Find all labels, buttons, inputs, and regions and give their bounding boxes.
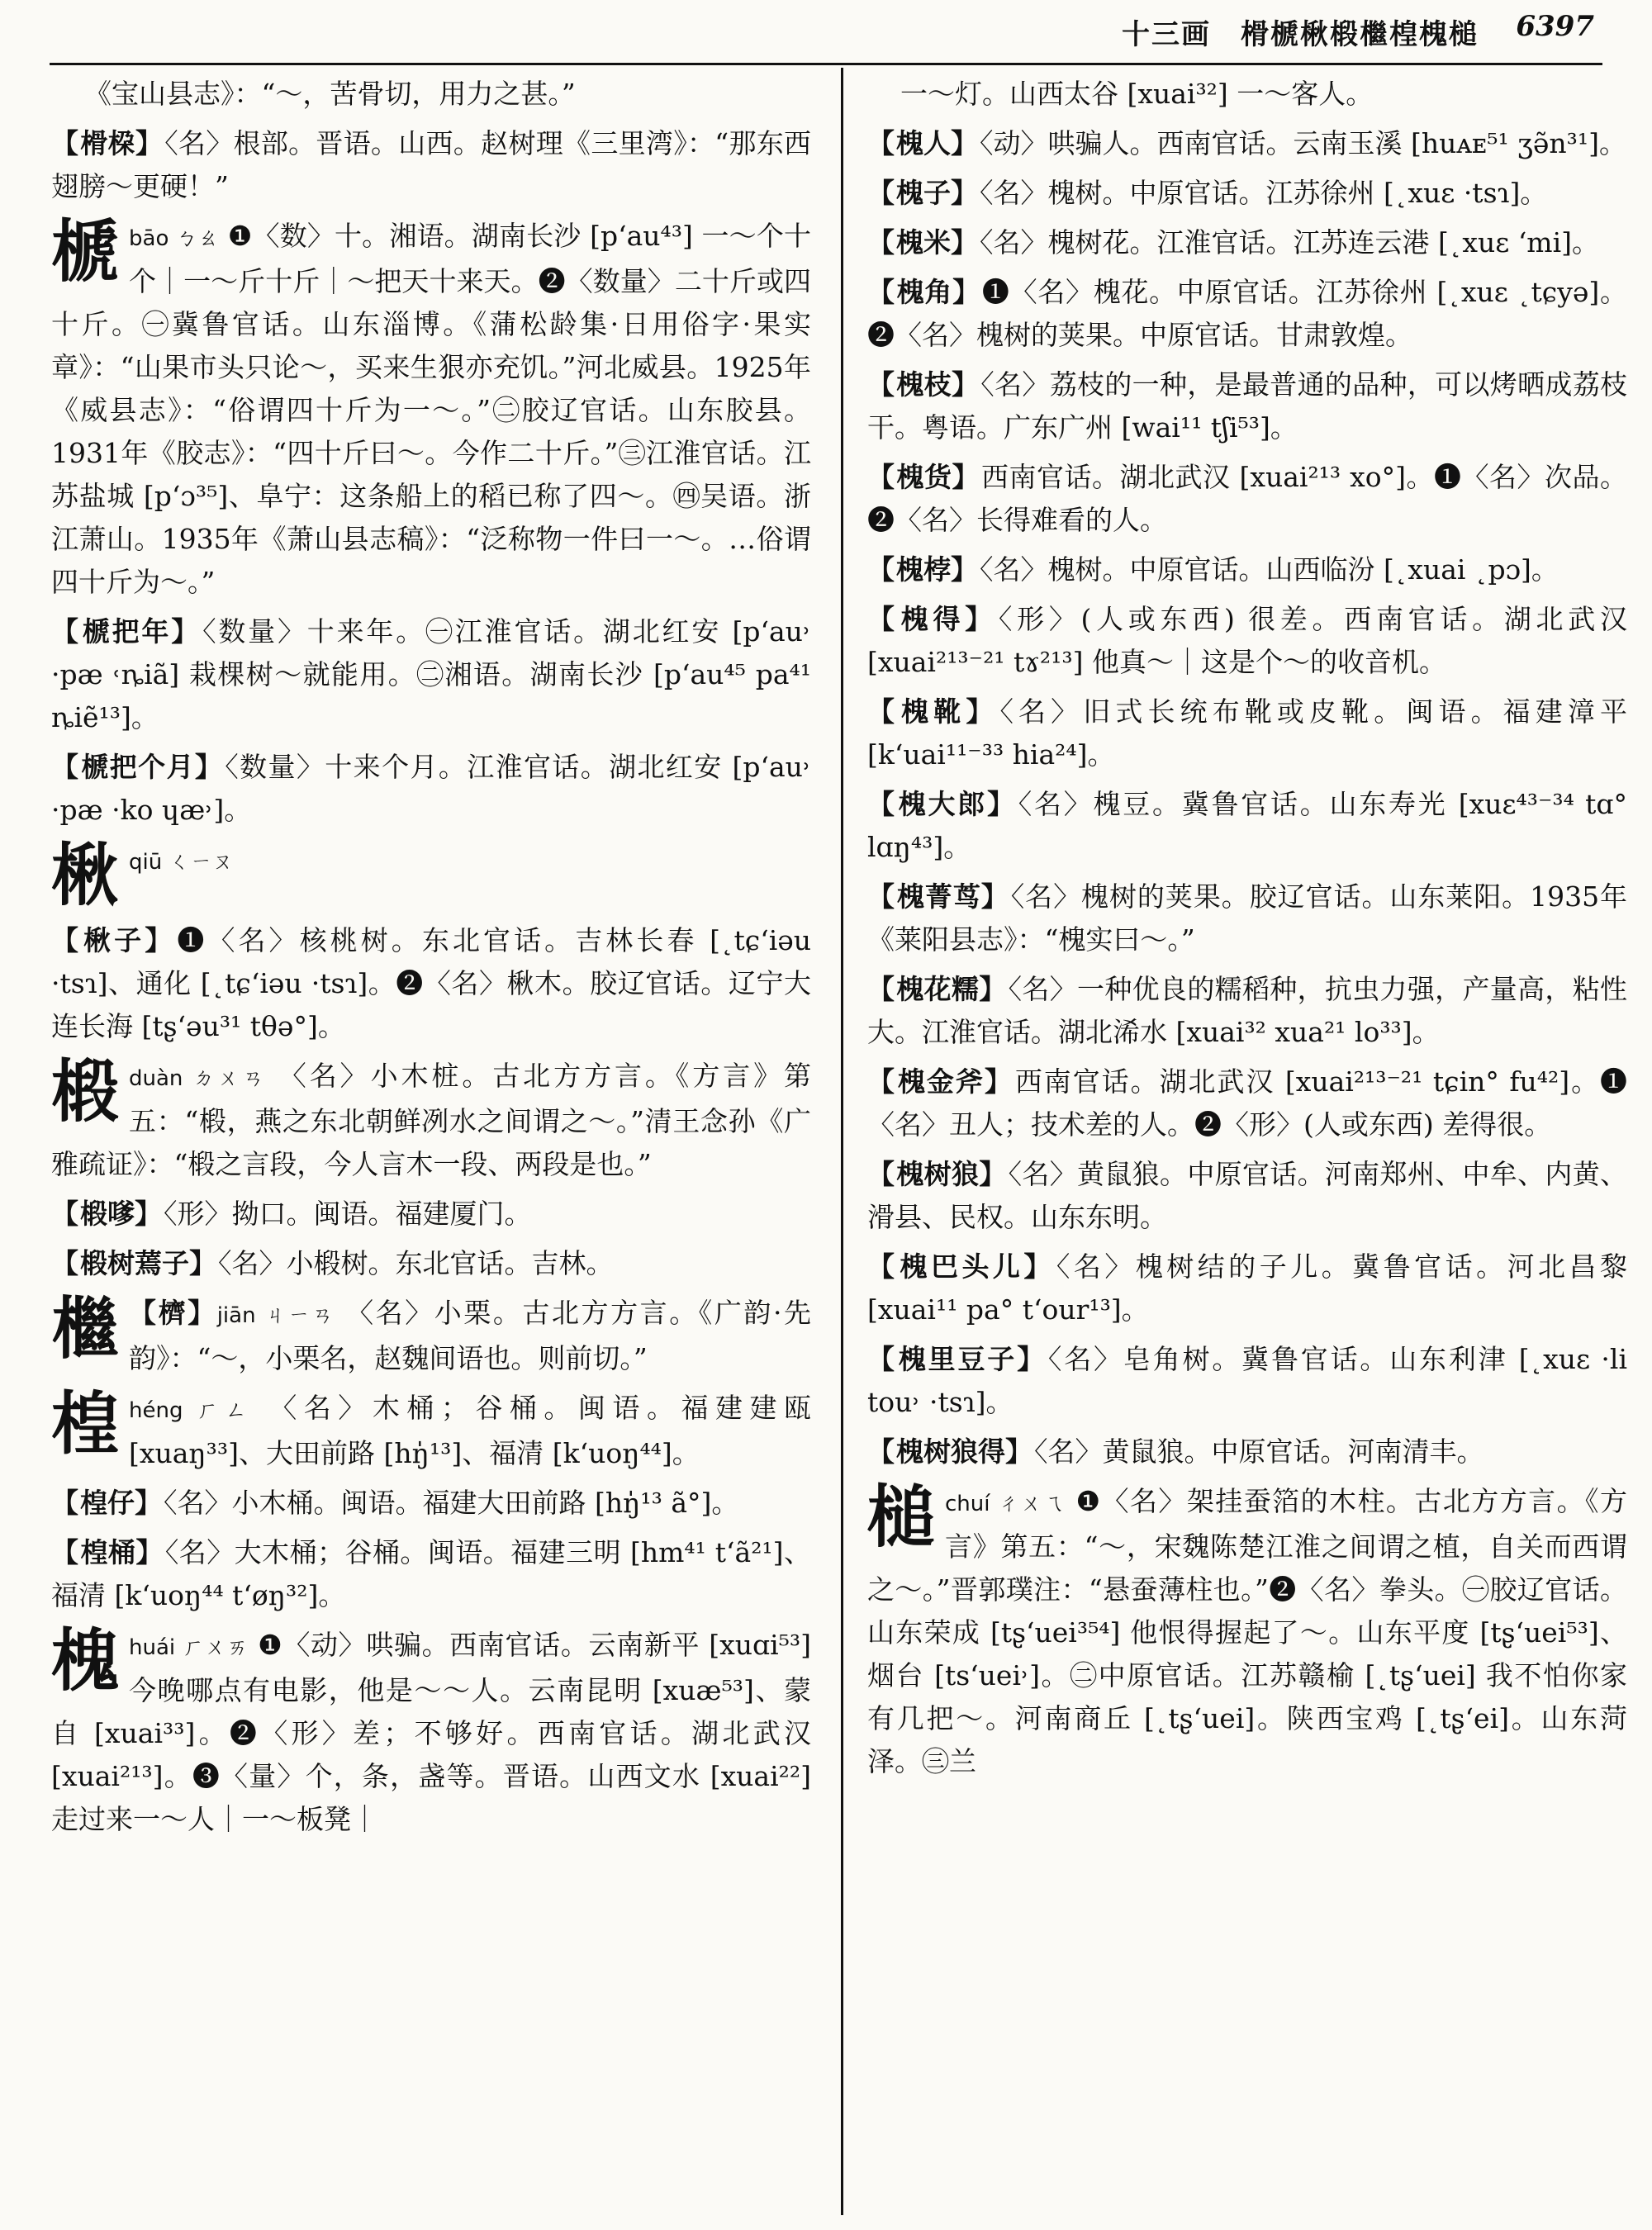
entry-close-bracket: 】 [1005,1435,1032,1468]
headword-pinyin: bāo ㄅㄠ [129,226,220,251]
entry-open-bracket: 【 [867,553,895,586]
headword-definition: 〈名〉小栗。古北方方言。《广韵·先韵》：“～，小栗名，赵魏间语也。则前切。” [129,1297,811,1374]
entry-definition: 〈名〉小椴树。东北官话。吉林。 [218,1247,614,1279]
entry-definition: ❶〈名〉核桃树。东北官话。吉林长春 [˛tɕ‘iəu ·tsɿ]、通化 [˛tɕ‘iəu ·tsɿ]。❷〈名〉楸木。胶辽官话。辽宁大连长海 [tʂ‘əu³¹ tθə°]。 [51,924,811,1042]
headword-entry [51,1384,811,1475]
entry-definition: 〈名〉皂角树。冀鲁官话。山东利津 [˛xuɛ ·li tou˒ ·tsɿ]。 [867,1343,1627,1418]
dictionary-entry [867,456,1627,542]
entry-term: 槐货 [896,461,952,493]
dictionary-entry [867,548,1627,591]
entry-term: 槐里豆子 [898,1343,1018,1375]
left-column [51,73,811,2212]
entry-close-bracket: 】 [979,973,1007,1005]
entry-open-bracket: 【 [867,603,900,635]
entry-close-bracket: 】 [145,924,176,956]
entry-open-bracket: 【 [867,1250,899,1283]
entry-open-bracket: 【 [867,695,900,728]
headword-entry [51,1052,811,1186]
dictionary-entry [867,783,1627,869]
entry-close-bracket: 】 [987,788,1017,820]
entry-definition: 〈名〉槐树。中原官话。江苏徐州 [˛xuɛ ·tsɿ]。 [980,177,1548,209]
headword-character: 槐 [51,1621,120,1701]
entry-definition: 〈数量〉十来年。㊀江淮官话。湖北红安 [p‘au˒ ·pæ ˓ȵiã] 栽棵树～就能用。㊁湘语。湖南长沙 [p‘au⁴⁵ pa⁴¹ ȵiẽ¹³]。 [51,615,811,733]
entry-term: 槐枝 [896,368,952,401]
entry-open-bracket: 【 [867,973,895,1005]
dictionary-entry [867,1153,1627,1239]
entry-close-bracket: 】 [984,1065,1014,1098]
dictionary-entry [867,690,1627,776]
headword-variant: 【櫅】 [129,1297,217,1329]
entry-definition: 〈名〉小木桶。闽语。福建大田前路 [hŋ̍¹³ ã°]。 [164,1487,739,1519]
entry-definition: 〈数量〉十来个月。江淮官话。湖北红安 [p‘au˒ ·pæ ·ko ɥæ˒]。 [51,751,811,826]
entry-close-bracket: 】 [189,1247,216,1279]
dictionary-entry [51,122,811,208]
entry-open-bracket: 【 [867,788,897,820]
headword-character: 楻 [51,1384,120,1464]
headword-pinyin: chuí ㄔㄨㄟ [945,1492,1066,1516]
entry-open-bracket: 【 [867,127,895,159]
headword-pinyin: duàn ㄉㄨㄢ [129,1066,268,1091]
entry-open-bracket: 【 [867,276,895,308]
headword-definition: ❶〈数〉十。湘语。湖南长沙 [p‘au⁴³] 一～个十个｜一～斤十斤｜～把天十来天。❷〈数量〉二十斤或四十斤。㊀冀鲁官话。山东淄博。《蒲松龄集·日用俗字·果实章》：“山果市头只论～，买来生狠亦充饥。”河北威县。1925年《威县志》：“俗谓四十斤为一～。”㊁胶辽官话。山东胶县。1931年《胶志》：“四十斤曰～。今作二十斤。”㊂江淮官话。江苏盐城 [p‘ɔ³⁵]、阜宁：这条船上的稻已称了四～。㊃吴语。浙江萧山。1935年《萧山县志稿》：“泛称物一件曰一～。…俗谓四十斤为～。” [51,220,811,598]
entry-close-bracket: 】 [171,615,202,648]
headword-pinyin: huái ㄏㄨㄞ [129,1635,249,1660]
entry-term: 槐菁茑 [896,880,981,913]
entry-close-bracket: 】 [965,603,997,635]
entry-open-bracket: 【 [867,461,895,493]
dictionary-entry [867,1245,1627,1331]
entry-open-bracket: 【 [51,1487,78,1519]
entry-open-bracket: 【 [867,880,895,913]
dictionary-entry [867,875,1627,961]
header-section: 十三画 榾榹楸椴檵楻槐槌 [1122,18,1479,51]
entry-open-bracket: 【 [51,1198,78,1230]
entry-close-bracket: 】 [951,368,980,401]
entry-close-bracket: 】 [1017,1343,1047,1375]
entry-close-bracket: 】 [951,553,978,586]
headword-entry [51,838,811,913]
entry-term: 榾桗 [80,127,135,159]
entry-term: 槐金斧 [897,1065,985,1098]
dictionary-entry [51,919,811,1048]
entry-definition: 〈名〉黄鼠狼。中原官话。河南郑州、中牟、内黄、滑县、民权。山东东明。 [867,1158,1627,1233]
headword-character: 檵 [51,1289,120,1369]
entry-open-bracket: 【 [867,1065,896,1098]
headword-definition: 〈名〉木桶；谷桶。闽语。福建建瓯 [xuaŋ³³]、大田前路 [hŋ̍¹³]、福清 [k‘uoŋ⁴⁴]。 [129,1392,811,1469]
entry-open-bracket: 【 [867,1343,897,1375]
entry-term: 槐花糯 [896,973,980,1005]
dictionary-entry [51,1193,811,1236]
entry-open-bracket: 【 [867,226,895,259]
entry-term: 槐角 [896,276,953,308]
entry-term: 榹把年 [82,615,172,648]
dictionary-entry [867,271,1627,357]
entry-definition: ❶〈名〉槐花。中原官话。江苏徐州 [˛xuɛ ˛tɕyə]。❷〈名〉槐树的荚果。中原官话。甘肃敦煌。 [867,276,1627,351]
headword-definition: ❶〈动〉哄骗。西南官话。云南新平 [xuɑi⁵³] 今晚哪点有电影，他是～～人。云南昆明 [xuæ⁵³]、蒙自 [xuai³³]。❷〈形〉差；不够好。西南官话。湖北武汉 [xuai²¹³]。❸〈量〉个，条，盏等。晋语。山西文水 [xuai²²] 走过来一～人｜一～板凳｜ [51,1629,811,1835]
entry-close-bracket: 】 [135,1198,162,1230]
entry-definition: 〈名〉大木桶；谷桶。闽语。福建三明 [hm⁴¹ t‘ã²¹]、福清 [k‘uoŋ⁴⁴ t‘øŋ³²]。 [51,1536,811,1611]
dictionary-entry [51,1242,811,1285]
entry-definition: 〈动〉哄骗人。西南官话。云南玉溪 [huᴀᴇ⁵¹ ʒə̃n³¹]。 [980,127,1626,159]
headword-character: 槌 [867,1478,936,1557]
entry-close-bracket: 】 [135,127,164,159]
headword-pinyin: qiū ㄑㄧㄡ [129,850,234,875]
headword-character: 榹 [51,212,120,292]
entry-open-bracket: 【 [51,1247,78,1279]
entry-close-bracket: 】 [952,461,980,493]
entry-definition: 〈名〉槐树。中原官话。山西临汾 [˛xuai ˛pɔ]。 [980,553,1559,586]
entry-definition: 〈名〉槐树结的子儿。冀鲁官话。河北昌黎 [xuai¹¹ pa° t‘our¹³]。 [867,1250,1627,1326]
entry-open-bracket: 【 [867,177,895,209]
entry-definition: 西南官话。湖北武汉 [xuai²¹³⁻²¹ tɕin° fu⁴²]。❶〈名〉丑人；技术差的人。❷〈形〉(人或东西) 差得很。 [867,1065,1627,1141]
entry-definition: 〈名〉一种优良的糯稻种，抗虫力强，产量高，粘性大。江淮官话。湖北浠水 [xuai³² xua²¹ lo³³]。 [867,973,1627,1048]
entry-open-bracket: 【 [51,751,80,783]
entry-open-bracket: 【 [867,1435,895,1468]
entry-open-bracket: 【 [51,924,83,956]
headword-definition: ❶〈名〉架挂蚕箔的木柱。古北方方言。《方言》第五：“～，宋魏陈楚江淮之间谓之植，自关而西谓之～。”晋郭璞注：“悬蚕薄柱也。”❷〈名〉拳头。㊀胶辽官话。山东荣成 [tʂ‘uei³⁵⁴] 他恨得握起了～。山东平度 [tʂ‘uei⁵³]、烟台 [ts‘uei˒]。㊁中原官话。江苏赣榆 [˛tʂ‘uei] 我不怕你家有几把～。河南商丘 [˛tʂ‘uei]。陕西宝鸡 [˛tʂ‘ei]。山东菏泽。㊂兰 [867,1485,1627,1777]
entry-term: 槐树狼得 [896,1435,1005,1468]
entry-open-bracket: 【 [867,1158,895,1190]
entry-open-bracket: 【 [51,1536,79,1568]
headword-entry [51,1621,811,1841]
dictionary-entry [867,968,1627,1054]
headword-pinyin: héng ㄏㄥ [129,1398,254,1423]
entry-definition: 西南官话。湖北武汉 [xuai²¹³ xo°]。❶〈名〉次品。❷〈名〉长得难看的人。 [867,461,1627,536]
entry-term: 槐米 [896,226,951,259]
right-column [867,73,1627,2212]
entry-definition: 〈名〉槐树的荚果。胶辽官话。山东莱阳。1935年《莱阳县志》：“槐实曰～。” [867,880,1627,956]
dictionary-entry [867,1060,1627,1146]
page-header [0,0,1652,64]
headword-entry [51,212,811,604]
entry-definition: 〈名〉槐豆。冀鲁官话。山东寿光 [xuɛ⁴³⁻³⁴ tɑ° lɑŋ⁴³]。 [867,788,1627,863]
dictionary-entry [51,1482,811,1525]
entry-close-bracket: 】 [1023,1250,1055,1283]
entry-open-bracket: 【 [867,368,895,401]
dictionary-entry [867,1431,1627,1473]
headword-character: 楸 [51,836,120,915]
headword-character: 椴 [51,1052,120,1132]
entry-term: 槐人 [896,127,951,159]
dictionary-entry [51,610,811,739]
page-number: 6397 [1516,10,1594,43]
entry-continuation: 一～灯。山西太谷 [xuai³²] 一～客人。 [900,78,1374,110]
entry-close-bracket: 】 [135,1536,164,1568]
entry-close-bracket: 】 [952,276,980,308]
entry-close-bracket: 】 [980,880,1009,913]
entry-definition: 〈名〉荔枝的一种，是最普通的品种，可以烤晒成荔枝干。粤语。广东广州 [wai¹¹ tʃi⁵³]。 [867,368,1627,444]
headword-pinyin: jiān ㄐㄧㄢ [216,1303,336,1328]
column-divider [841,68,843,2215]
dictionary-entry [867,598,1627,684]
entry-term: 槐靴 [901,695,966,728]
entry-open-bracket: 【 [51,615,81,648]
entry-close-bracket: 】 [951,226,978,259]
entry-close-bracket: 】 [194,751,224,783]
dictionary-entry [867,363,1627,449]
entry-definition: 〈名〉黄鼠狼。中原官话。河南清丰。 [1034,1435,1484,1468]
entry-definition: 〈名〉槐树花。江淮官话。江苏连云港 [˛xuɛ ‘mi]。 [980,226,1600,259]
dictionary-entry [867,1338,1627,1424]
entry-term: 楸子 [83,924,145,956]
entry-definition: 〈名〉旧式长统布靴或皮靴。闽语。福建漳平 [k‘uai¹¹⁻³³ hia²⁴]。 [867,695,1627,771]
headword-entry [51,1289,811,1380]
entry-close-bracket: 】 [966,695,999,728]
headword-definition: 〈名〉小木桩。古北方方言。《方言》第五：“椴，燕之东北朝鲜冽水之间谓之～。”清王念孙《广雅疏证》：“椴之言段，今人言木一段、两段是也。” [51,1060,811,1180]
entry-term: 槐巴头儿 [900,1250,1024,1283]
entry-term: 楻仔 [80,1487,135,1519]
entry-close-bracket: 】 [951,177,978,209]
dictionary-entry [51,746,811,832]
entry-close-bracket: 】 [135,1487,162,1519]
dictionary-entry [867,221,1627,264]
entry-term: 槐子 [896,177,951,209]
dictionary-entry [867,172,1627,215]
header-rule [50,63,1602,65]
entry-term: 槐桲 [896,553,951,586]
entry-definition: 〈形〉拗口。闽语。福建厦门。 [164,1198,532,1230]
entry-term: 槐大郎 [898,788,987,820]
entry-continuation: 《宝山县志》：“～，苦骨切，用力之甚。” [84,78,576,110]
entry-close-bracket: 】 [951,127,978,159]
entry-term: 槐得 [900,603,966,635]
entry-term: 楻桶 [80,1536,136,1568]
dictionary-entry [51,1531,811,1617]
entry-definition: 〈形〉(人或东西) 很差。西南官话。湖北武汉 [xuai²¹³⁻²¹ tɤ²¹³] 他真～｜这是个～的收音机。 [867,603,1627,678]
entry-term: 榹把个月 [81,751,195,783]
entry-term: 椴嗲 [80,1198,135,1230]
entry-close-bracket: 】 [979,1158,1007,1190]
entry-definition: 〈名〉根部。晋语。山西。赵树理《三里湾》：“那东西翅膀～更硬！” [51,127,811,202]
entry-term: 椴树蔫子 [80,1247,189,1279]
dictionary-entry [867,122,1627,165]
headword-entry [867,1480,1627,1783]
entry-term: 槐树狼 [896,1158,980,1190]
entry-open-bracket: 【 [51,127,79,159]
